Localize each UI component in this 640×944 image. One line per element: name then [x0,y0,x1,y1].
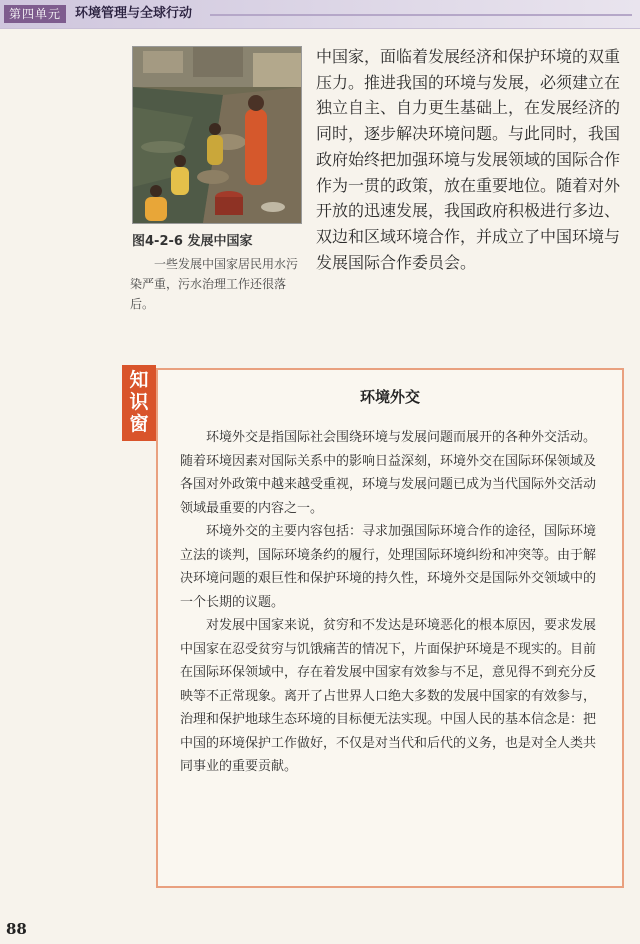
chapter-title: 环境管理与全球行动 [75,6,193,21]
main-paragraph: 中国家，面临着发展经济和保护环境的双重压力。推进我国的环境与发展，必须建立在独立自主、自力更生基础上，在发展经济的同时，逐步解决环境问题。与此同时，我国政府始终把加强环境与发展领域的国际合作作为一贯的政策，放在重要地位。随着对外开放的迅速发展，我国政府积极进行多边、双边和区域环境合作，并成立了中国环境与发展国际合作委员会。 [316,47,621,272]
figure-title: 图4-2-6 发展中国家 [132,234,253,249]
knowledge-paragraph: 对发展中国家来说，贫穷和不发达是环境恶化的根本原因，要求发展中国家在忍受贫穷与饥饿痛苦的情况下，片面保护环境是不现实的。目前在国际环保领域中，存在着发展中国家有效参与不足，意见得不到充分反映等不正常现象。离开了占世界人口绝大多数的发展中国家的有效参与，治理和保护地球生态环境的目标便无法实现。中国人民的基本信念是：把中国的环境保护工作做好，不仅是对当代和后代的义务，也是对全人类共同事业的重要贡献。 [180,618,597,774]
page-number: 88 [6,920,27,938]
figure-caption: 一些发展中国家居民用水污染严重，污水治理工作还很落后。 [130,257,299,311]
knowledge-paragraph: 环境外交的主要内容包括：寻求加强国际环境合作的途径，国际环境立法的谈判，国际环境条约的履行，处理国际环境纠纷和冲突等。由于解决环境问题的艰巨性和保护环境的持久性，环境外交是国际外交领域中的一个长期的议题。 [180,524,597,610]
page-header [0,0,640,29]
knowledge-paragraph: 环境外交是指国际社会围绕环境与发展问题而展开的各种外交活动。随着环境因素对国际关系中的影响日益深刻，环境外交在国际环保领域及各国对外政策中越来越受重视，环境与发展问题已成为当代国际外交活动领域最重要的内容之一。 [180,430,597,516]
knowledge-window-tab [122,365,156,441]
knowledge-tab-label: 知 识 窗 [129,369,149,435]
main-text [316,44,628,275]
knowledge-box [156,368,624,888]
developing-country-photo [132,46,302,224]
header-rule [210,14,632,16]
knowledge-box-title: 环境外交 [359,388,420,406]
knowledge-box-body [180,426,600,779]
unit-label: 第四单元 [4,5,66,23]
